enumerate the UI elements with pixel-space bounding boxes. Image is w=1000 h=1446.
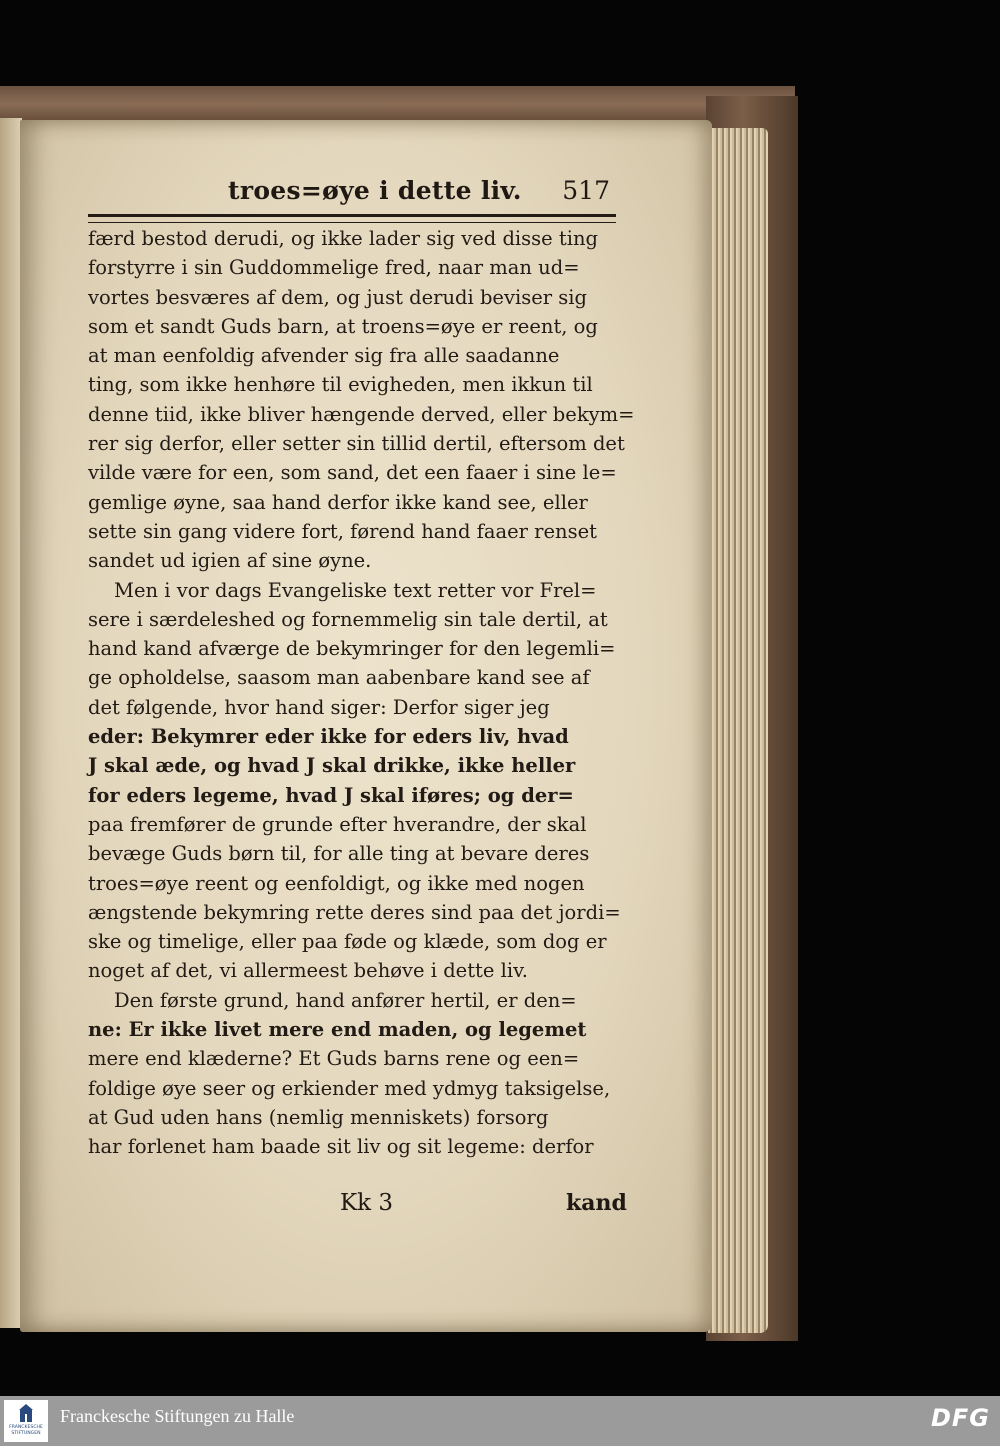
dfg-logo[interactable]: DFG — [930, 1404, 990, 1432]
text-line: færd bestod derudi, og ikke lader sig ved disse ting — [88, 227, 599, 250]
text-line: foldige øye seer og erkiender med ydmyg taksigelse, — [88, 1076, 611, 1100]
running-head: troes=øye i dette liv. — [228, 176, 522, 205]
text-line: Den første grund, hand anfører hertil, er den= — [114, 988, 577, 1012]
text-line: paa fremfører de grunde efter hverandre, der skal — [88, 812, 587, 836]
signature-mark: Kk 3 — [340, 1190, 394, 1216]
body-text — [88, 224, 635, 1162]
page-number: 517 — [562, 176, 610, 205]
footer-bar — [0, 1396, 1000, 1446]
text-line: ske og timelige, eller paa føde og klæde, som dog er — [88, 930, 607, 954]
text-line: denne tiid, ikke bliver hængende derved, eller bekym= — [88, 402, 635, 426]
text-line: ne: Er ikke livet mere end maden, og legemet — [88, 1018, 587, 1042]
text-line: bevæge Guds børn til, for alle ting at bevare deres — [88, 842, 590, 866]
text-line: rer sig derfor, eller setter sin tillid dertil, eftersom det — [88, 432, 625, 456]
text-line: vilde være for een, som sand, det een faaer i sine le= — [88, 461, 617, 485]
text-line: forstyrre i sin Guddommelige fred, naar man ud= — [88, 256, 580, 280]
text-line: J skal æde, og hvad J skal drikke, ikke heller — [88, 754, 576, 778]
text-line: at man eenfoldig afvender sig fra alle saadanne — [88, 344, 560, 368]
text-line: vortes besværes af dem, og just derudi beviser sig — [88, 285, 588, 309]
page-edges — [708, 128, 768, 1333]
text-line: hand kand afværge de bekymringer for den legemli= — [88, 637, 616, 661]
text-line: noget af det, vi allermeest behøve i dette liv. — [88, 959, 528, 983]
text-line: gemlige øyne, saa hand derfor ikke kand see, eller — [88, 490, 588, 514]
page-header — [88, 176, 618, 210]
text-line: ting, som ikke henhøre til evigheden, men ikkun til — [88, 373, 593, 397]
text-line: sere i særdeleshed og fornemmelig sin tale dertil, at — [88, 607, 608, 631]
header-rule — [88, 214, 616, 223]
text-line: ge opholdelse, saasom man aabenbare kand see af — [88, 666, 590, 690]
text-line: ængstende bekymring rette deres sind paa det jordi= — [88, 900, 621, 924]
text-line: troes=øye reent og eenfoldigt, og ikke med nogen — [88, 871, 585, 895]
text-line: mere end klæderne? Et Guds barns rene og een= — [88, 1047, 580, 1071]
text-line: som et sandt Guds barn, at troens=øye er reent, og — [88, 314, 598, 338]
facing-page-sliver — [0, 118, 22, 1328]
text-line: sandet ud igien af sine øyne. — [88, 549, 372, 573]
text-line: det følgende, hvor hand siger: Derfor siger jeg — [88, 695, 550, 719]
text-line: for eders legeme, hvad J skal iføres; og der= — [88, 783, 574, 807]
footer-title[interactable]: Franckesche Stiftungen zu Halle — [60, 1406, 295, 1426]
text-line: eder: Bekymrer eder ikke for eders liv, hvad — [88, 725, 569, 749]
catchword: kand — [566, 1190, 627, 1216]
text-line: Men i vor dags Evangeliske text retter vor Frel= — [114, 578, 597, 602]
text-line: at Gud uden hans (nemlig menniskets) forsorg — [88, 1105, 549, 1129]
text-line: har forlenet ham baade sit liv og sit legeme: derfor — [88, 1135, 594, 1159]
institution-logo[interactable] — [4, 1400, 48, 1442]
building-icon — [18, 1404, 34, 1424]
text-line: sette sin gang videre fort, førend hand faaer renset — [88, 519, 597, 543]
logo-text: FRANCKESCHE STIFTUNGEN — [9, 1425, 43, 1436]
